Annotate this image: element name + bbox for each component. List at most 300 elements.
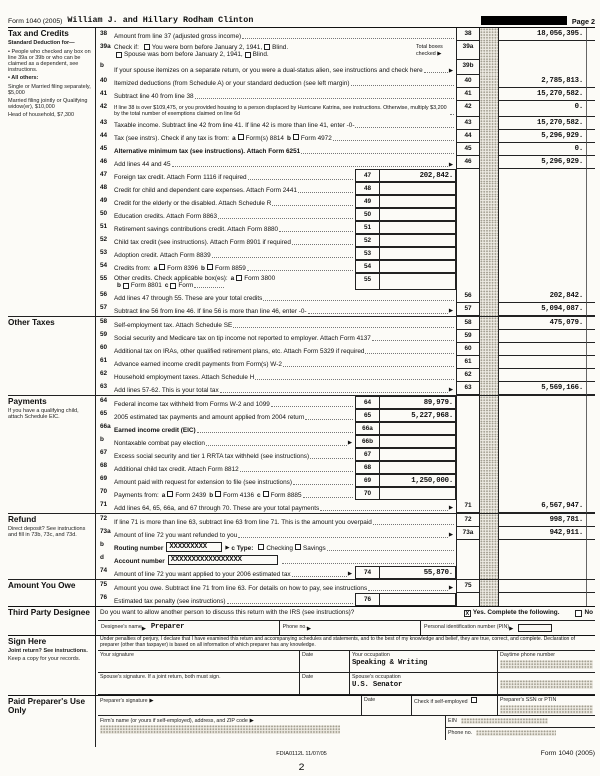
arrow-right-icon: ▶: [448, 505, 453, 512]
form-8885-label: Form 8885: [270, 492, 302, 500]
spouse-signature-label: Spouse's signature. If a joint return, both must sign.: [100, 674, 221, 681]
std-deduction-title: Standard Deduction for—: [8, 40, 75, 47]
texture-strip: [480, 487, 498, 500]
designee-no-label: No: [584, 609, 593, 617]
line-68-amount[interactable]: [380, 461, 456, 474]
line-56-amount[interactable]: 202,842.: [498, 290, 586, 303]
form-8814-checkbox[interactable]: [238, 134, 244, 140]
arrow-right-icon: ▶: [509, 626, 514, 633]
dotted-leader: [351, 85, 454, 86]
savings-checkbox[interactable]: [295, 544, 301, 550]
line-box: 73a: [456, 527, 480, 540]
line-64-amount[interactable]: 89,979.: [380, 396, 456, 409]
line-55-amount[interactable]: [380, 273, 456, 290]
spouse-blind-label: Blind.: [252, 51, 269, 59]
page-number-label: Page 2: [571, 16, 595, 26]
designee-pin-label: Personal identification number (PIN): [424, 624, 510, 631]
inner-box: 51: [355, 221, 380, 234]
eic-note: If you have a qualifying child, attach Schedule EIC.: [8, 408, 79, 421]
line-number: 68: [100, 462, 108, 470]
line-box: 40: [456, 75, 480, 88]
dotted-leader: [368, 590, 448, 591]
texture-strip: [480, 540, 498, 553]
line-54-amount[interactable]: [380, 260, 456, 273]
line-number: 76: [100, 594, 108, 602]
sidebar-title: Tax and Credits: [8, 29, 69, 38]
line-69-amount[interactable]: 1,250,000.: [380, 474, 456, 487]
line-number: 59: [100, 331, 108, 339]
line-60-amount[interactable]: [498, 343, 586, 356]
account-number-label: Account number: [114, 558, 165, 566]
line-desc: Amount you owe. Subtract line 71 from line 63. For details on how to pay, see instructions: [114, 585, 368, 593]
line-65: [98, 409, 595, 422]
sidebar-title: Payments: [8, 396, 47, 406]
born-before-label: You were born before January 2, 1941,: [151, 43, 263, 51]
total-boxes-label: Total boxes checked ▶: [416, 44, 443, 57]
line-desc: Household employment taxes. Attach Schedule H: [114, 374, 255, 382]
inner-box: 67: [355, 448, 380, 461]
line-55: 55 Other credits. Check applicable box(es): a Form 3800 b Form 8801 c Form 55: [98, 273, 595, 290]
sidebar-title: Paid Preparer's Use Only: [8, 697, 86, 715]
line-box: 62: [456, 369, 480, 382]
texture-strip: [480, 234, 498, 247]
texture-strip: [480, 208, 498, 221]
check-if-label: Check if:: [114, 43, 139, 51]
form-4972-checkbox[interactable]: [293, 134, 299, 140]
phone-blank-cell: [497, 673, 595, 694]
line-number: 55: [100, 274, 108, 282]
form-2439-checkbox[interactable]: [167, 491, 173, 497]
line-42: [98, 101, 595, 117]
line-number: 39a: [100, 42, 111, 50]
form-8801-label: Form 8801: [130, 282, 162, 290]
sidebar-title: Other Taxes: [8, 317, 55, 327]
line-number: b: [100, 61, 104, 69]
line-46-amount[interactable]: 5,296,929.: [498, 156, 586, 169]
line-76-amount[interactable]: [380, 593, 456, 606]
line-63-amount[interactable]: 5,569,166.: [498, 382, 586, 395]
line-box: 75: [456, 580, 480, 593]
texture-strip: [480, 88, 498, 101]
line-number: 75: [100, 581, 108, 589]
line-number: 60: [100, 344, 108, 352]
line-73a-amount[interactable]: 942,911.: [498, 527, 586, 540]
you-blind-checkbox[interactable]: [264, 44, 270, 50]
line-box: 60: [456, 343, 480, 356]
dotted-leader: [327, 550, 454, 551]
form-2439-label: Form 2439: [175, 492, 207, 500]
line-box: 38: [456, 28, 480, 41]
perjury-statement: Under penalties of perjury, I declare that I have examined this return and accompanying schedules and statements, and to the best of my knowledge and belief, they are true, correct, and complete. Declaration of preparer (other than taxpayer) is based on all information of which preparer has any knowledge.: [98, 636, 595, 652]
line-61-amount[interactable]: [498, 356, 586, 369]
line-54: 54 Credits from: a Form 8396 b Form 8859 54: [98, 260, 595, 273]
arrow-right-icon: ▶: [249, 717, 254, 724]
checking-checkbox[interactable]: [258, 544, 264, 550]
line-desc: Subtract line 40 from line 38: [114, 93, 194, 101]
dotted-leader: [218, 218, 353, 219]
your-occupation-value: Speaking & Writing: [352, 658, 428, 667]
texture-strip: [480, 101, 498, 117]
line-66a-amount[interactable]: [380, 422, 456, 435]
line-desc: Retirement savings contributions credit. Attach Form 8880: [114, 226, 279, 234]
sidebar-tax-credits: [8, 28, 96, 316]
dotted-leader: [298, 192, 353, 193]
texture-strip: [480, 75, 498, 88]
line-box: 61: [456, 356, 480, 369]
spouse-signature-date-cell[interactable]: [299, 673, 349, 694]
line-box: 45: [456, 143, 480, 156]
std-deduction-single: Single or Married filing separately, $5,000: [8, 83, 91, 96]
line-desc: 2005 estimated tax payments and amount applied from 2004 return: [114, 414, 305, 422]
line-desc: Other credits. Check applicable box(es):: [114, 274, 228, 282]
dotted-leader: [248, 179, 353, 180]
line-75: [98, 580, 595, 593]
spouse-born-before-1941-checkbox[interactable]: [116, 52, 122, 58]
arrow-right-icon: ▶: [347, 571, 352, 578]
inner-box: 52: [355, 234, 380, 247]
designee-yes-label: Yes. Complete the following.: [472, 609, 560, 617]
line-desc: Alternative minimum tax (see instructions). Attach Form 6251: [114, 148, 301, 156]
texture-strip: [480, 369, 498, 382]
section-payments: [8, 395, 595, 513]
texture-strip: [480, 143, 498, 156]
line-number: 41: [100, 89, 108, 97]
line-box: 59: [456, 330, 480, 343]
line-45: [98, 143, 595, 156]
line-desc: Credits from:: [114, 265, 151, 273]
preparer-signature-label: Preparer's signature: [100, 698, 148, 705]
dotted-leader: [220, 392, 448, 393]
line-57-amount[interactable]: 5,094,087.: [498, 303, 586, 316]
line-73a: [98, 527, 595, 540]
ein-cell[interactable]: [446, 716, 595, 728]
preparer-signature-cell[interactable]: [98, 696, 361, 714]
arrow-right-icon: ▶: [149, 698, 154, 705]
line-number: 63: [100, 383, 108, 391]
dotted-leader: [450, 114, 454, 115]
line-desc: Credit for the elderly or the disabled. Attach Schedule R: [114, 200, 272, 208]
line-72: [98, 514, 595, 527]
line-desc: Foreign tax credit. Attach Form 1116 if required: [114, 174, 247, 182]
dotted-leader: [301, 153, 454, 154]
firm-name-cell[interactable]: [98, 716, 445, 740]
form-8885-checkbox[interactable]: [263, 491, 269, 497]
arrow-right-icon: ▶: [225, 545, 230, 552]
form-4136-checkbox[interactable]: [215, 491, 221, 497]
line-47-amount[interactable]: 202,842.: [380, 169, 456, 182]
line-48-amount[interactable]: [380, 182, 456, 195]
sidebar-title: Refund: [8, 514, 37, 524]
line-desc: Subtract line 56 from line 46. If line 56 is more than line 46, enter -0-: [114, 308, 307, 316]
inner-box: 69: [355, 474, 380, 487]
line-70-amount[interactable]: [380, 487, 456, 500]
inner-box: 48: [355, 182, 380, 195]
texture-strip: [480, 195, 498, 208]
line-number: 71: [100, 501, 108, 509]
line-38: [98, 28, 595, 41]
line-number: 38: [100, 29, 108, 37]
form-3800-checkbox[interactable]: [236, 275, 242, 281]
line-desc: Estimated tax penalty (see instructions): [114, 598, 226, 606]
line-desc: Earned income credit (EIC): [114, 427, 196, 435]
dotted-leader: [283, 366, 454, 367]
footer-form-id: Form 1040 (2005): [540, 749, 595, 757]
inner-box: 65: [355, 409, 380, 422]
line-number: 42: [100, 102, 108, 110]
line-number: 69: [100, 475, 108, 483]
line-51-amount[interactable]: [380, 221, 456, 234]
texture-strip: [480, 514, 498, 527]
texture-strip: [480, 593, 498, 606]
you-born-before-1941-checkbox[interactable]: [144, 44, 150, 50]
inner-box: 55: [355, 273, 380, 290]
line-number: 67: [100, 449, 108, 457]
line-desc: Adoption credit. Attach Form 8839: [114, 252, 211, 260]
line-71: [98, 500, 595, 513]
line-desc: Amount paid with request for extension to file (see instructions): [114, 479, 292, 487]
line-number: 48: [100, 183, 108, 191]
texture-strip: [480, 435, 498, 448]
line-number: 47: [100, 170, 108, 178]
arrow-right-icon: ▶: [448, 67, 453, 74]
dotted-leader: [303, 497, 354, 498]
dotted-leader: [238, 537, 448, 538]
line-number: d: [100, 554, 104, 562]
line-39a-count-field[interactable]: [498, 41, 586, 60]
dotted-leader: [365, 353, 454, 354]
inner-box: 68: [355, 461, 380, 474]
preparer-phone-cell[interactable]: [446, 728, 595, 740]
routing-number-field[interactable]: XXXXXXXXX: [166, 542, 222, 553]
spouse-occupation-label: Spouse's occupation: [352, 674, 401, 681]
line-43-amount[interactable]: 15,270,582.: [498, 117, 586, 130]
line-43: [98, 117, 595, 130]
line-number: 74: [100, 567, 108, 575]
line-number: 52: [100, 235, 108, 243]
form-8396-checkbox[interactable]: [159, 264, 165, 270]
dotted-leader: [372, 340, 454, 341]
line-number: 57: [100, 304, 108, 312]
ein-label: EIN: [448, 717, 457, 724]
date-label: Date: [302, 652, 314, 659]
designee-pin-field[interactable]: [518, 624, 552, 632]
line-desc: If line 38 is over $109,475, or you provided housing to a person displaced by Hurricane Katrina, see instructions. Otherwise, multiply $3,200 by the total number of exemptions claimed on line 6d: [114, 104, 447, 117]
line-box: 72: [456, 514, 480, 527]
line-41: [98, 88, 595, 101]
texture-strip: [480, 409, 498, 422]
line-number: 66a: [100, 423, 111, 431]
dotted-leader: [197, 432, 353, 433]
inner-box: 76: [355, 593, 380, 606]
line-46: [98, 156, 595, 169]
preparer-date-cell[interactable]: [361, 696, 411, 714]
line-number: 54: [100, 261, 108, 269]
self-employed-checkbox[interactable]: [471, 697, 477, 703]
texture-strip: [480, 527, 498, 540]
spouse-signature-cell[interactable]: [98, 673, 299, 694]
dotted-leader: [263, 300, 454, 301]
designee-no-checkbox[interactable]: [575, 610, 582, 617]
line-53-amount[interactable]: [380, 247, 456, 260]
line-47: [98, 169, 595, 182]
inner-box: 64: [355, 396, 380, 409]
line-50-amount[interactable]: [380, 208, 456, 221]
line-74: [98, 566, 595, 579]
texture-strip: [480, 247, 498, 260]
account-type-label: c Type:: [231, 545, 254, 553]
spouse-blind-checkbox[interactable]: [245, 52, 251, 58]
line-desc: If line 71 is more than line 63, subtract line 63 from line 71. This is the amount you overpaid: [114, 519, 372, 527]
line-number: 61: [100, 357, 108, 365]
section-other-taxes: [8, 316, 595, 395]
dotted-leader: [320, 510, 448, 511]
texture-strip: [480, 343, 498, 356]
line-box: 43: [456, 117, 480, 130]
dotted-leader: [227, 603, 353, 604]
line-number: 51: [100, 222, 108, 230]
inner-box: 70: [355, 487, 380, 500]
line-number: 62: [100, 370, 108, 378]
line-number: 70: [100, 488, 108, 496]
line-63: [98, 382, 595, 395]
texture-strip: [480, 303, 498, 316]
line-box: 39a: [456, 41, 480, 60]
line-67: [98, 448, 595, 461]
texture-strip: [476, 730, 556, 736]
spouse-occupation-cell[interactable]: [349, 673, 497, 694]
line-52: [98, 234, 595, 247]
line-49: [98, 195, 595, 208]
texture-strip: [461, 718, 548, 724]
texture-strip: [480, 60, 498, 75]
line-desc: Credit for child and dependent care expenses. Attach Form 2441: [114, 187, 297, 195]
line-49-amount[interactable]: [380, 195, 456, 208]
form-8801-checkbox[interactable]: [123, 283, 129, 289]
section-refund: [8, 513, 595, 579]
line-44-amount[interactable]: 5,296,929.: [498, 130, 586, 143]
texture-strip: [480, 221, 498, 234]
dotted-leader: [308, 313, 448, 314]
dotted-leader: [195, 98, 454, 99]
line-61: [98, 356, 595, 369]
texture-strip: [480, 156, 498, 169]
dotted-leader: [282, 563, 454, 564]
texture-strip: [480, 448, 498, 461]
line-41-amount[interactable]: 15,270,582.: [498, 88, 586, 101]
form-4136-label: Form 4136: [223, 492, 255, 500]
spouse-occupation-value: U.S. Senator: [352, 680, 403, 689]
line-40-amount[interactable]: 2,785,813.: [498, 75, 586, 88]
line-desc: Amount of line 72 you want applied to your 2006 estimated tax: [114, 571, 291, 579]
designee-yes-checkbox[interactable]: X: [465, 610, 470, 617]
line-52-amount[interactable]: [380, 234, 456, 247]
texture-strip: [100, 725, 340, 734]
keep-copy-note: Keep a copy for your records.: [8, 656, 81, 663]
line-74-amount[interactable]: 55,870.: [380, 566, 456, 579]
line-57: [98, 303, 595, 316]
form-3800-label: Form 3800: [244, 274, 276, 282]
dotted-leader: [292, 244, 353, 245]
line-38-amount[interactable]: 18,056,395.: [498, 28, 586, 41]
line-desc: Add lines 47 through 55. These are your total credits: [114, 295, 263, 303]
line-box: 44: [456, 130, 480, 143]
line-desc: Self-employment tax. Attach Schedule SE: [114, 322, 233, 330]
texture-strip: [500, 680, 593, 689]
taxpayer-name: William J. and Hillary Rodham Clinton: [67, 16, 254, 26]
line-66b: [98, 435, 595, 448]
direct-deposit-note: Direct deposit? See instructions and fill in 73b, 73c, and 73d.: [8, 526, 86, 539]
line-72-amount[interactable]: 998,781.: [498, 514, 586, 527]
line-45-amount[interactable]: 0.: [498, 143, 586, 156]
line-59-amount[interactable]: [498, 330, 586, 343]
designee-name-value[interactable]: Preparer: [150, 623, 185, 632]
line-67-amount[interactable]: [380, 448, 456, 461]
line-66b-amount[interactable]: [380, 435, 456, 448]
your-occupation-cell[interactable]: [349, 651, 497, 672]
std-deduction-mfj: Married filing jointly or Qualifying widow(er), $10,000: [8, 98, 88, 111]
line-65-amount[interactable]: 5,227,968.: [380, 409, 456, 422]
section-tax-and-credits: [8, 28, 595, 316]
dotted-leader: [279, 231, 353, 232]
dotted-leader: [293, 484, 353, 485]
line-desc: Add lines 57-62. This is your total tax: [114, 387, 219, 395]
arrow-right-icon: ▶: [448, 387, 453, 394]
dotted-leader: [424, 72, 448, 73]
std-deduction-note-2: • All others:: [8, 75, 39, 82]
line-75-amount[interactable]: [498, 580, 586, 593]
line-number: 58: [100, 318, 108, 326]
inner-box: 49: [355, 195, 380, 208]
designee-question: Do you want to allow another person to discuss this return with the IRS (see instructions)?: [100, 609, 355, 617]
line-number: 56: [100, 291, 108, 299]
texture-strip: [480, 382, 498, 395]
line-number: b: [100, 436, 104, 444]
form-8396-label: Form 8396: [167, 265, 199, 273]
line-62-amount[interactable]: [498, 369, 586, 382]
date-label: Date: [302, 674, 314, 681]
line-desc: Child tax credit (see instructions). Attach Form 8901 if required: [114, 239, 291, 247]
sidebar-title: Sign Here: [8, 636, 47, 646]
inner-box: 53: [355, 247, 380, 260]
line-42-amount[interactable]: 0.: [498, 101, 586, 117]
line-64: [98, 396, 595, 409]
line-71-amount[interactable]: 6,567,947.: [498, 500, 586, 513]
line-69: [98, 474, 595, 487]
line-39b-check-field[interactable]: [498, 60, 586, 75]
section-amount-you-owe: [8, 579, 595, 606]
designee-name-label: Designee's name: [101, 624, 142, 631]
other-form-checkbox[interactable]: [170, 283, 176, 289]
line-58-amount[interactable]: 475,079.: [498, 317, 586, 330]
texture-strip: [480, 330, 498, 343]
daytime-phone-cell[interactable]: [497, 651, 595, 672]
account-number-field[interactable]: XXXXXXXXXXXXXXXXX: [168, 555, 278, 566]
your-signature-date-cell[interactable]: [299, 651, 349, 672]
line-desc: Itemized deductions (from Schedule A) or your standard deduction (see left margin): [114, 80, 350, 88]
line-desc: Payments from:: [114, 492, 159, 500]
texture-strip: [480, 273, 498, 290]
form-8859-checkbox[interactable]: [207, 264, 213, 270]
line-number: 45: [100, 144, 108, 152]
line-60: [98, 343, 595, 356]
texture-strip: [480, 317, 498, 330]
arrow-right-icon: ▶: [448, 532, 453, 539]
line-39b: [98, 60, 595, 75]
your-signature-cell[interactable]: [98, 651, 299, 672]
arrow-right-icon: ▶: [448, 585, 453, 592]
line-39a: [98, 41, 595, 60]
preparer-ssn-cell[interactable]: [497, 696, 595, 714]
